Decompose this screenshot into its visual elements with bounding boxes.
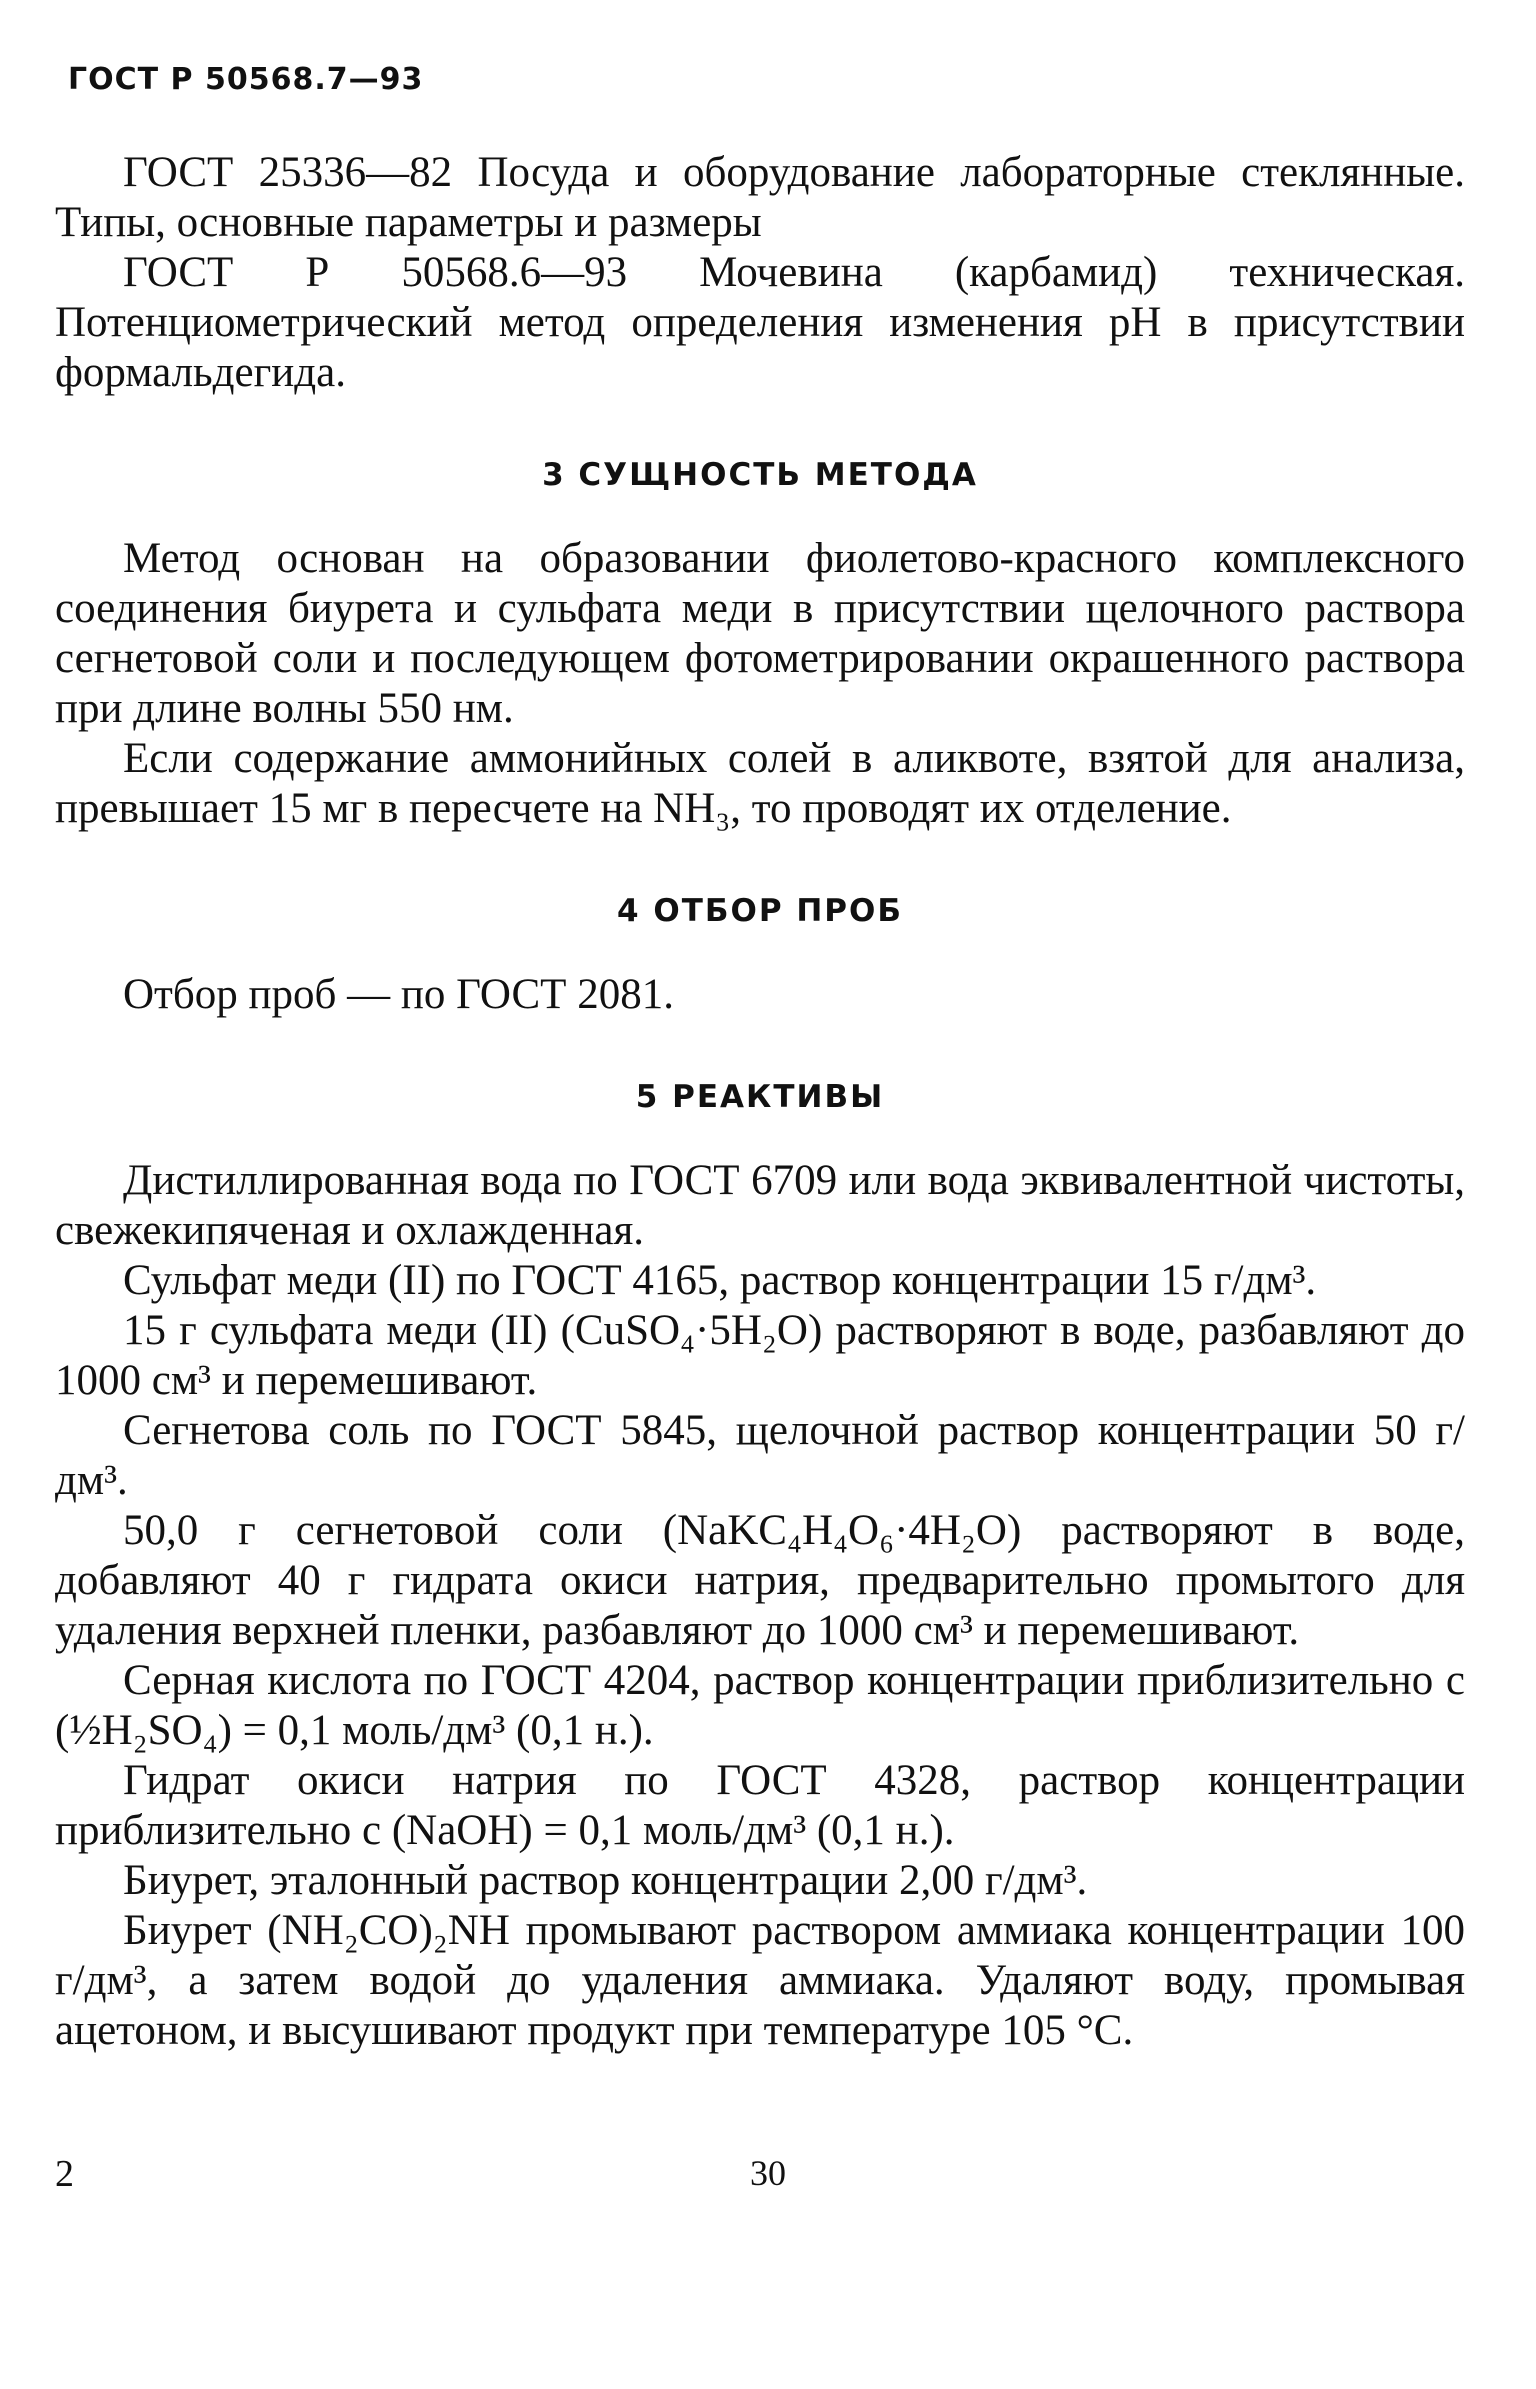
section-heading: 5 РЕАКТИВЫ	[635, 1079, 885, 1115]
document-body	[55, 148, 1465, 2056]
body-paragraph: Отбор проб — по ГОСТ 2081.	[123, 971, 674, 1018]
body-paragraph: Гидрат окиси натрия по ГОСТ 4328, раствор концентрации приблизительно c (NaOH) = 0,1 моль/дм³ (0,1 н.).	[55, 1757, 1465, 1854]
section-heading: 3 СУЩНОСТЬ МЕТОДА	[542, 457, 978, 493]
page-number: 30	[750, 2153, 786, 2193]
body-paragraph: Серная кислота по ГОСТ 4204, раствор концентрации приблизительно c (½H₂SO₄) = 0,1 моль/дм³ (0,1 н.).	[55, 1657, 1465, 1754]
section-heading: 4 ОТБОР ПРОБ	[616, 893, 903, 929]
reference-paragraph: ГОСТ 25336—82 Посуда и оборудование лабораторные стеклянные. Типы, основные параметры и размеры	[55, 149, 1465, 246]
body-paragraph: 15 г сульфата меди (II) (CuSO₄·5H₂O) растворяют в воде, разбавляют до 1000 см³ и перемешивают.	[55, 1307, 1465, 1404]
body-paragraph: Сульфат меди (II) по ГОСТ 4165, раствор концентрации 15 г/дм³.	[123, 1257, 1317, 1304]
footer-sheet-number: 2	[55, 2153, 74, 2195]
body-paragraph: 50,0 г сегнетовой соли (NaKC₄H₄O₆·4H₂O) растворяют в воде, добавляют 40 г гидрата окиси натрия, предварительно промытого для удаления верхней пленки, разбавляют до 1000 см³ и перемешивают.	[55, 1507, 1465, 1654]
body-paragraph: Метод основан на образовании фиолетово-красного комплексного соединения биурета и сульфата меди в присутствии щелочного раствора сегнетовой соли и последующем фотометрировании окрашенного раствора при длине волны 550 нм.	[55, 535, 1465, 732]
running-header: ГОСТ Р 50568.7—93	[68, 62, 424, 97]
body-paragraph: Сегнетова соль по ГОСТ 5845, щелочной раствор концентрации 50 г/дм³.	[55, 1407, 1465, 1504]
reference-paragraph: ГОСТ Р 50568.6—93 Мочевина (карбамид) техническая. Потенциометрический метод определения изменения pH в присутствии формальдегида.	[55, 249, 1465, 396]
body-paragraph: Дистиллированная вода по ГОСТ 6709 или вода эквивалентной чистоты, свежекипяченая и охлажденная.	[55, 1157, 1465, 1254]
body-paragraph: Биурет, эталонный раствор концентрации 2,00 г/дм³.	[123, 1857, 1088, 1904]
body-paragraph: Биурет (NH₂CO)₂NH промывают раствором аммиака концентрации 100 г/дм³, а затем водой до удаления аммиака. Удаляют воду, промывая ацетоном, и высушивают продукт при температуре 105 °C.	[55, 1907, 1465, 2054]
body-paragraph: Если содержание аммонийных солей в аликвоте, взятой для анализа, превышает 15 мг в пересчете на NH₃, то проводят их отделение.	[55, 735, 1465, 832]
